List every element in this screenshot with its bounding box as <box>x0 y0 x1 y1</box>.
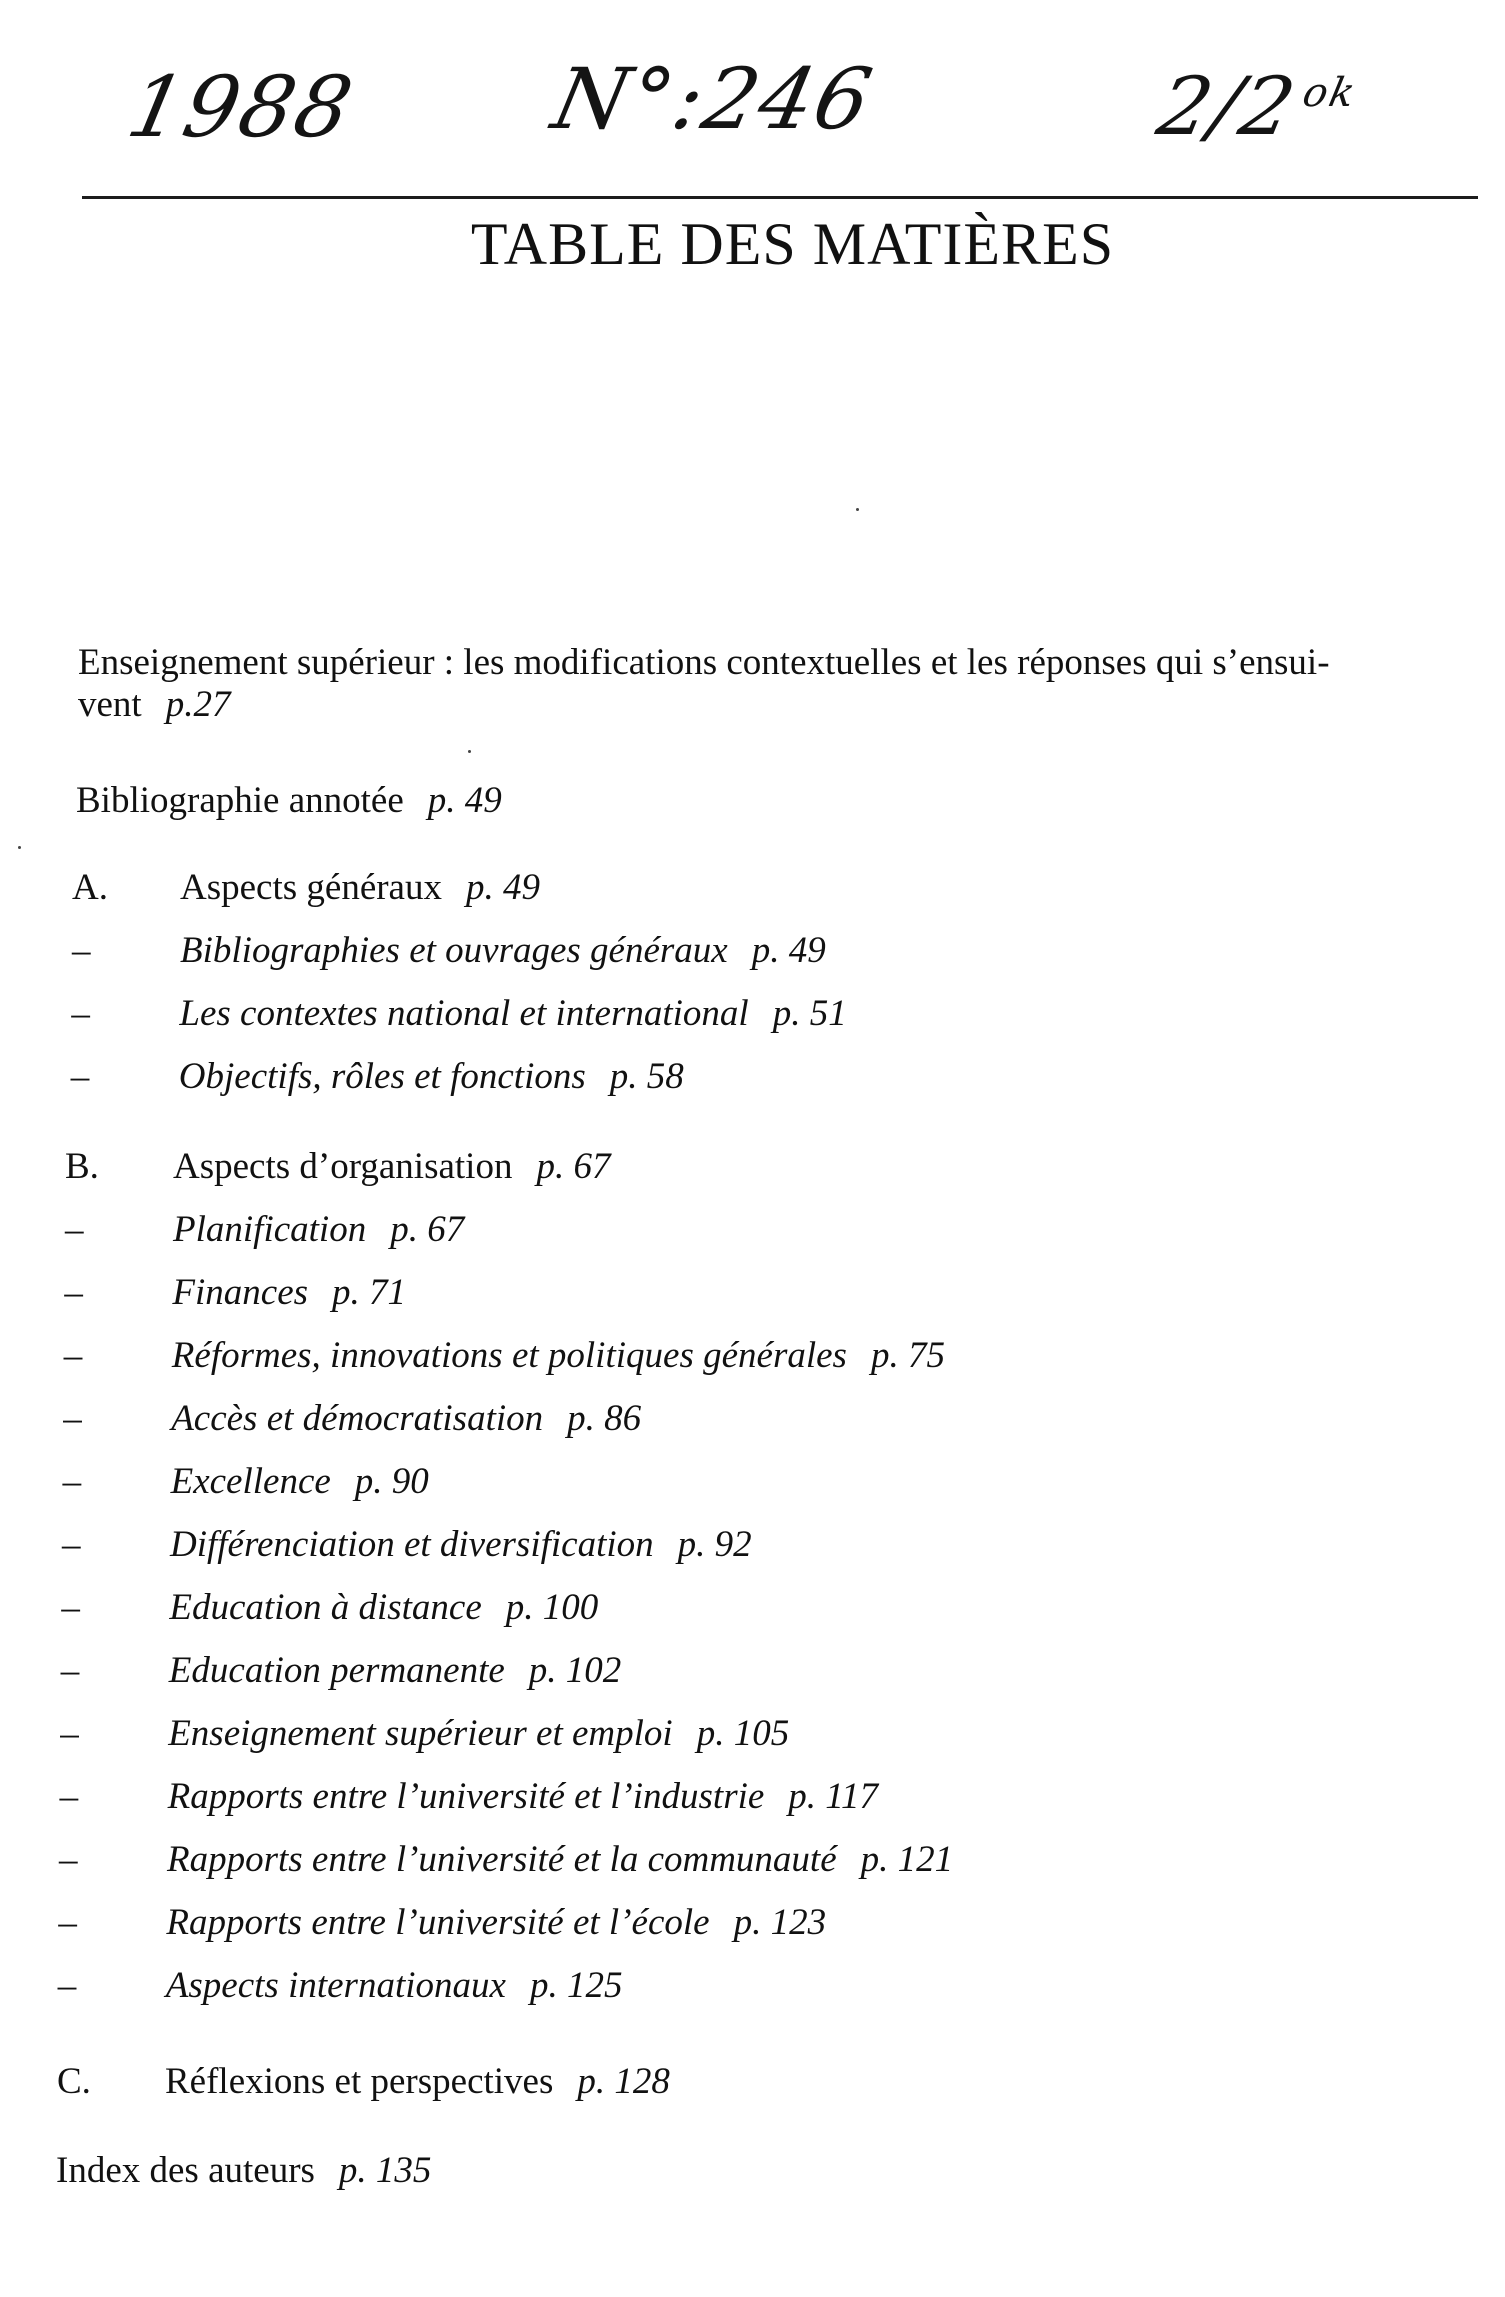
toc-subentry-dash: – <box>57 1965 77 2006</box>
toc-subentry-title: Enseignement supérieur et emploi <box>168 1713 673 1754</box>
toc-subentry-page: p. 51 <box>772 993 847 1034</box>
toc-subentry-page: p. 123 <box>733 1902 827 1943</box>
intro-line-2: vent <box>78 684 142 725</box>
toc-section-label <box>173 1145 610 1188</box>
index-label: Index des auteurs <box>56 2150 315 2191</box>
handwritten-number: N°:246 <box>544 50 882 148</box>
toc-subentry-dash: – <box>65 1209 84 1250</box>
toc-subentry-page: p. 100 <box>505 1587 599 1628</box>
toc-subentry-label <box>180 929 826 972</box>
toc-intro-entry <box>78 642 1478 726</box>
toc-subentry-title: Aspects internationaux <box>165 1965 506 2006</box>
toc-subentry-title: Education à distance <box>169 1587 482 1628</box>
toc-subentry-page: p. 49 <box>751 930 826 971</box>
toc-subentry-dash: – <box>61 1587 80 1628</box>
intro-line-2-wrap <box>78 684 1478 726</box>
scan-speck <box>856 508 859 511</box>
toc-section-page: p. 67 <box>536 1146 611 1187</box>
toc-section-page: p. 128 <box>577 2061 670 2102</box>
toc-section-page: p. 49 <box>465 867 540 908</box>
index-page: p. 135 <box>338 2150 432 2191</box>
toc-subentry-title: Education permanente <box>168 1650 505 1691</box>
toc-subentry-page: p. 121 <box>860 1839 954 1880</box>
bibliography-label: Bibliographie annotée <box>76 780 404 821</box>
toc-subentry-page: p. 67 <box>390 1209 465 1250</box>
toc-section-title: Aspects généraux <box>180 867 442 908</box>
toc-subentry-title: Rapports entre l’université et l’école <box>166 1902 710 1943</box>
toc-subentry-dash: – <box>71 993 90 1034</box>
handwritten-ok-note: ok <box>1298 70 1361 116</box>
toc-subentry-title: Planification <box>173 1209 367 1250</box>
toc-subentry-title: Bibliographies et ouvrages généraux <box>180 930 728 971</box>
toc-subentry-page: p. 125 <box>529 1965 623 2006</box>
toc-subentry-title: Objectifs, rôles et fonctions <box>178 1056 586 1097</box>
toc-subentry-dash: – <box>63 1398 82 1439</box>
toc-section-marker: A. <box>72 867 108 908</box>
toc-section-label <box>165 2060 670 2103</box>
toc-subentry-label <box>171 1460 429 1503</box>
toc-subentry-title: Finances <box>172 1272 309 1313</box>
toc-subentry-title: Excellence <box>170 1461 331 1502</box>
toc-subentry-title: Rapports entre l’université et la communauté <box>167 1839 837 1880</box>
scan-speck <box>468 750 471 753</box>
toc-subentry-page: p. 92 <box>677 1524 752 1565</box>
toc-subentry-dash: – <box>62 1524 81 1565</box>
toc-subentry-label <box>171 1397 641 1440</box>
intro-line-1: Enseignement supérieur : les modifications contextuelles et les réponses qui s’ensui- <box>78 642 1330 683</box>
toc-subentry-label <box>172 1334 945 1377</box>
toc-subentry-label <box>179 992 846 1035</box>
toc-section-marker: C. <box>57 2061 91 2102</box>
toc-subentry-page: p. 86 <box>567 1398 642 1439</box>
toc-subentry-dash: – <box>60 1650 80 1691</box>
toc-subentry-label <box>179 1055 684 1098</box>
toc-subentry-dash: – <box>70 1056 90 1097</box>
toc-section-title: Réflexions et perspectives <box>165 2061 554 2102</box>
scan-speck <box>18 846 21 849</box>
toc-subentry-dash: – <box>72 930 91 971</box>
toc-subentry-dash: – <box>59 1776 79 1817</box>
toc-subentry-dash: – <box>63 1335 83 1376</box>
toc-subentry-dash: – <box>60 1713 79 1754</box>
header-rule <box>82 196 1478 199</box>
toc-subentry-label <box>168 1712 789 1755</box>
toc-subentry-label <box>169 1649 622 1692</box>
page-title: TABLE DES MATIÈRES <box>470 211 1115 277</box>
toc-subentry-label <box>170 1523 752 1566</box>
toc-section-marker: B. <box>65 1146 99 1187</box>
toc-subentry-dash: – <box>59 1839 78 1880</box>
toc-subentry-page: p. 117 <box>788 1776 879 1817</box>
toc-subentry-label <box>166 1901 826 1944</box>
handwritten-year: 1988 <box>119 58 363 156</box>
toc-index-entry <box>56 2150 431 2192</box>
bibliography-page: p. 49 <box>427 780 502 821</box>
toc-section-label <box>180 866 540 909</box>
handwritten-fraction <box>1150 60 1363 153</box>
toc-subentry-title: Rapports entre l’université et l’industrie <box>167 1776 765 1817</box>
toc-subentry-label <box>169 1586 598 1629</box>
intro-page: p.27 <box>165 684 231 725</box>
toc-subentry-page: p. 75 <box>870 1335 945 1376</box>
toc-subentry-title: Réformes, innovations et politiques générales <box>171 1335 847 1376</box>
toc-subentry-page: p. 90 <box>354 1461 429 1502</box>
toc-subentry-page: p. 71 <box>332 1272 407 1313</box>
toc-subentry-dash: – <box>62 1461 82 1502</box>
toc-subentry-label <box>168 1775 878 1818</box>
toc-subentry-dash: – <box>64 1272 83 1313</box>
toc-subentry-label <box>173 1208 464 1251</box>
toc-section-title: Aspects d’organisation <box>173 1146 513 1187</box>
toc-subentry-page: p. 102 <box>528 1650 622 1691</box>
toc-subentry-label <box>167 1838 953 1881</box>
toc-subentry-dash: – <box>58 1902 77 1943</box>
toc-subentry-page: p. 58 <box>609 1056 684 1097</box>
handwritten-annotations <box>0 40 1505 190</box>
handwritten-fraction-value: 2/2 <box>1150 60 1305 153</box>
toc-subentry-label <box>166 1964 623 2007</box>
toc-subentry-label <box>172 1271 406 1314</box>
toc-subentry-title: Les contextes national et international <box>179 993 749 1034</box>
toc-subentry-page: p. 105 <box>696 1713 790 1754</box>
toc-bibliography-entry <box>76 780 502 822</box>
toc-subentry-title: Différenciation et diversification <box>170 1524 654 1565</box>
toc-subentry-title: Accès et démocratisation <box>171 1398 544 1439</box>
